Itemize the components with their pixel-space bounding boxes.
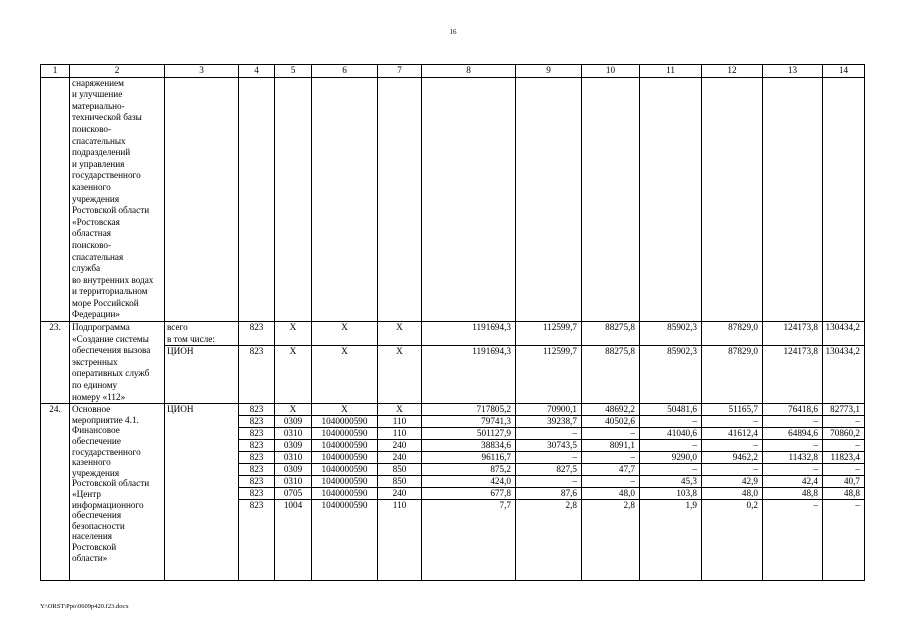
code-cell: 1040000590 xyxy=(312,500,378,581)
value-cell: 1191694,3 xyxy=(422,346,516,404)
value-cell: – xyxy=(640,416,702,428)
value-cell: 112599,7 xyxy=(516,322,582,346)
value-cell: 130434,2 xyxy=(823,322,865,346)
value-cell: 85902,3 xyxy=(640,322,702,346)
value-cell: 8091,1 xyxy=(582,440,640,452)
empty-cell xyxy=(312,77,378,321)
value-cell: 96116,7 xyxy=(422,452,516,464)
table-row xyxy=(41,346,865,404)
value-cell: – xyxy=(640,440,702,452)
header-cell: 3 xyxy=(165,65,239,78)
empty-cell xyxy=(516,77,582,321)
header-cell: 12 xyxy=(702,65,763,78)
value-cell: 48,0 xyxy=(582,488,640,500)
code-cell: 1040000590 xyxy=(312,488,378,500)
code-cell: 850 xyxy=(378,464,422,476)
value-cell: 76418,6 xyxy=(763,404,823,416)
value-cell: 70900,1 xyxy=(516,404,582,416)
value-cell: 41612,4 xyxy=(702,428,763,440)
code-cell: 1040000590 xyxy=(312,464,378,476)
value-cell: 82773,1 xyxy=(823,404,865,416)
value-cell: – xyxy=(763,416,823,428)
value-cell: – xyxy=(516,452,582,464)
empty-cell xyxy=(422,77,516,321)
value-cell: 827,5 xyxy=(516,464,582,476)
value-cell: – xyxy=(763,464,823,476)
empty-cell xyxy=(823,77,865,321)
value-cell: – xyxy=(582,452,640,464)
code-cell: X xyxy=(312,404,378,416)
table-row-continued xyxy=(41,77,865,321)
code-cell: 0309 xyxy=(275,464,312,476)
value-cell: 0,2 xyxy=(702,500,763,581)
value-cell: 45,3 xyxy=(640,476,702,488)
value-cell: 38834,6 xyxy=(422,440,516,452)
value-cell: – xyxy=(516,476,582,488)
value-cell: 501127,9 xyxy=(422,428,516,440)
empty-cell xyxy=(582,77,640,321)
code-cell: 110 xyxy=(378,416,422,428)
code-cell: 0309 xyxy=(275,440,312,452)
header-cell: 6 xyxy=(312,65,378,78)
header-cell: 10 xyxy=(582,65,640,78)
code-cell: X xyxy=(312,322,378,346)
value-cell: 124173,8 xyxy=(763,322,823,346)
value-cell: 103,8 xyxy=(640,488,702,500)
value-cell: – xyxy=(702,416,763,428)
empty-cell xyxy=(378,77,422,321)
executor-cell: ЦИОН xyxy=(165,404,239,581)
code-cell: 240 xyxy=(378,488,422,500)
value-cell: 64894,6 xyxy=(763,428,823,440)
code-cell: 240 xyxy=(378,440,422,452)
value-cell: 875,2 xyxy=(422,464,516,476)
row-name-cell: Основное мероприятие 4.1. Финансовое обеспечение государственного казенного учреждения Ростовской области «Центр информационного обеспечения безопасности населения Ростовской области» xyxy=(70,404,165,581)
header-cell: 8 xyxy=(422,65,516,78)
code-cell: X xyxy=(378,346,422,404)
header-cell: 2 xyxy=(70,65,165,78)
code-cell: 823 xyxy=(239,488,275,500)
value-cell: – xyxy=(640,464,702,476)
value-cell: 424,0 xyxy=(422,476,516,488)
header-cell: 4 xyxy=(239,65,275,78)
value-cell: – xyxy=(582,476,640,488)
code-cell: 823 xyxy=(239,322,275,346)
code-cell: 1040000590 xyxy=(312,476,378,488)
code-cell: X xyxy=(378,322,422,346)
value-cell: 41040,6 xyxy=(640,428,702,440)
code-cell: 110 xyxy=(378,500,422,581)
value-cell: 79741,3 xyxy=(422,416,516,428)
value-cell: 112599,7 xyxy=(516,346,582,404)
row-name-cell: снаряжением и улучшение материально- технической базы поисково- спасательных подразделений и управления государственного казенного учреждения Ростовской области «Ростовская областная поисково- спасательная служба во внутренних водах и территориальном море Российской Федерации» xyxy=(70,77,165,321)
value-cell: 1191694,3 xyxy=(422,322,516,346)
code-cell: 0705 xyxy=(275,488,312,500)
code-cell: 0310 xyxy=(275,428,312,440)
code-cell: 823 xyxy=(239,440,275,452)
value-cell: 30743,5 xyxy=(516,440,582,452)
value-cell: 87829,0 xyxy=(702,322,763,346)
value-cell: 130434,2 xyxy=(823,346,865,404)
code-cell: 1004 xyxy=(275,500,312,581)
empty-cell xyxy=(763,77,823,321)
value-cell: – xyxy=(763,440,823,452)
table-row xyxy=(41,404,865,416)
header-cell: 14 xyxy=(823,65,865,78)
code-cell: 823 xyxy=(239,500,275,581)
value-cell: 50481,6 xyxy=(640,404,702,416)
code-cell: 823 xyxy=(239,452,275,464)
code-cell: 0310 xyxy=(275,476,312,488)
code-cell: 850 xyxy=(378,476,422,488)
value-cell: 11823,4 xyxy=(823,452,865,464)
code-cell: 110 xyxy=(378,428,422,440)
value-cell: 9290,0 xyxy=(640,452,702,464)
budget-table xyxy=(40,64,865,581)
header-cell: 9 xyxy=(516,65,582,78)
row-name-cell: Подпрограмма «Создание системы обеспечения вызова экстренных оперативных служб по единому номеру «112» xyxy=(70,322,165,404)
value-cell: 1,9 xyxy=(640,500,702,581)
row-number-cell: 23. xyxy=(41,322,70,404)
value-cell: – xyxy=(516,428,582,440)
code-cell: 0310 xyxy=(275,452,312,464)
value-cell: – xyxy=(702,464,763,476)
value-cell: 87829,0 xyxy=(702,346,763,404)
code-cell: 1040000590 xyxy=(312,452,378,464)
code-cell: 1040000590 xyxy=(312,428,378,440)
code-cell: 823 xyxy=(239,476,275,488)
empty-cell xyxy=(275,77,312,321)
code-cell: 823 xyxy=(239,346,275,404)
value-cell: – xyxy=(823,464,865,476)
value-cell: – xyxy=(582,428,640,440)
table-header-row xyxy=(41,65,865,78)
value-cell: – xyxy=(823,416,865,428)
executor-cell: ЦИОН xyxy=(165,346,239,404)
file-path-footer: Y:\ORST\Ppo\0609p420.f23.docx xyxy=(40,603,129,610)
code-cell: 823 xyxy=(239,416,275,428)
header-cell: 7 xyxy=(378,65,422,78)
value-cell: 48,8 xyxy=(763,488,823,500)
code-cell: X xyxy=(312,346,378,404)
page-number: 16 xyxy=(449,28,457,36)
code-cell: 1040000590 xyxy=(312,440,378,452)
code-cell: 823 xyxy=(239,404,275,416)
row-number-cell xyxy=(41,77,70,321)
value-cell: 7,7 xyxy=(422,500,516,581)
value-cell: – xyxy=(823,500,865,581)
value-cell: 40502,6 xyxy=(582,416,640,428)
value-cell: 47,7 xyxy=(582,464,640,476)
value-cell: 70860,2 xyxy=(823,428,865,440)
empty-cell xyxy=(640,77,702,321)
value-cell: 85902,3 xyxy=(640,346,702,404)
empty-cell xyxy=(239,77,275,321)
code-cell: X xyxy=(275,346,312,404)
code-cell: 0309 xyxy=(275,416,312,428)
value-cell: 48,0 xyxy=(702,488,763,500)
header-cell: 13 xyxy=(763,65,823,78)
value-cell: 2,8 xyxy=(582,500,640,581)
value-cell: 124173,8 xyxy=(763,346,823,404)
value-cell: – xyxy=(702,440,763,452)
code-cell: X xyxy=(275,322,312,346)
code-cell: X xyxy=(275,404,312,416)
value-cell: 11432,8 xyxy=(763,452,823,464)
executor-cell: всего в том числе: xyxy=(165,322,239,346)
row-number-cell: 24. xyxy=(41,404,70,581)
code-cell: 823 xyxy=(239,464,275,476)
value-cell: 48692,2 xyxy=(582,404,640,416)
code-cell: 1040000590 xyxy=(312,416,378,428)
empty-cell xyxy=(165,77,239,321)
code-cell: 240 xyxy=(378,452,422,464)
value-cell: 677,8 xyxy=(422,488,516,500)
value-cell: 87,6 xyxy=(516,488,582,500)
code-cell: X xyxy=(378,404,422,416)
header-cell: 1 xyxy=(41,65,70,78)
value-cell: 88275,8 xyxy=(582,322,640,346)
header-cell: 11 xyxy=(640,65,702,78)
value-cell: 88275,8 xyxy=(582,346,640,404)
table-row xyxy=(41,322,865,346)
value-cell: 717805,2 xyxy=(422,404,516,416)
value-cell: 42,4 xyxy=(763,476,823,488)
header-cell: 5 xyxy=(275,65,312,78)
value-cell: 48,8 xyxy=(823,488,865,500)
value-cell: 2,8 xyxy=(516,500,582,581)
value-cell: 39238,7 xyxy=(516,416,582,428)
value-cell: 42,9 xyxy=(702,476,763,488)
code-cell: 823 xyxy=(239,428,275,440)
value-cell: – xyxy=(763,500,823,581)
value-cell: 51165,7 xyxy=(702,404,763,416)
value-cell: 9462,2 xyxy=(702,452,763,464)
value-cell: – xyxy=(823,440,865,452)
empty-cell xyxy=(702,77,763,321)
value-cell: 40,7 xyxy=(823,476,865,488)
